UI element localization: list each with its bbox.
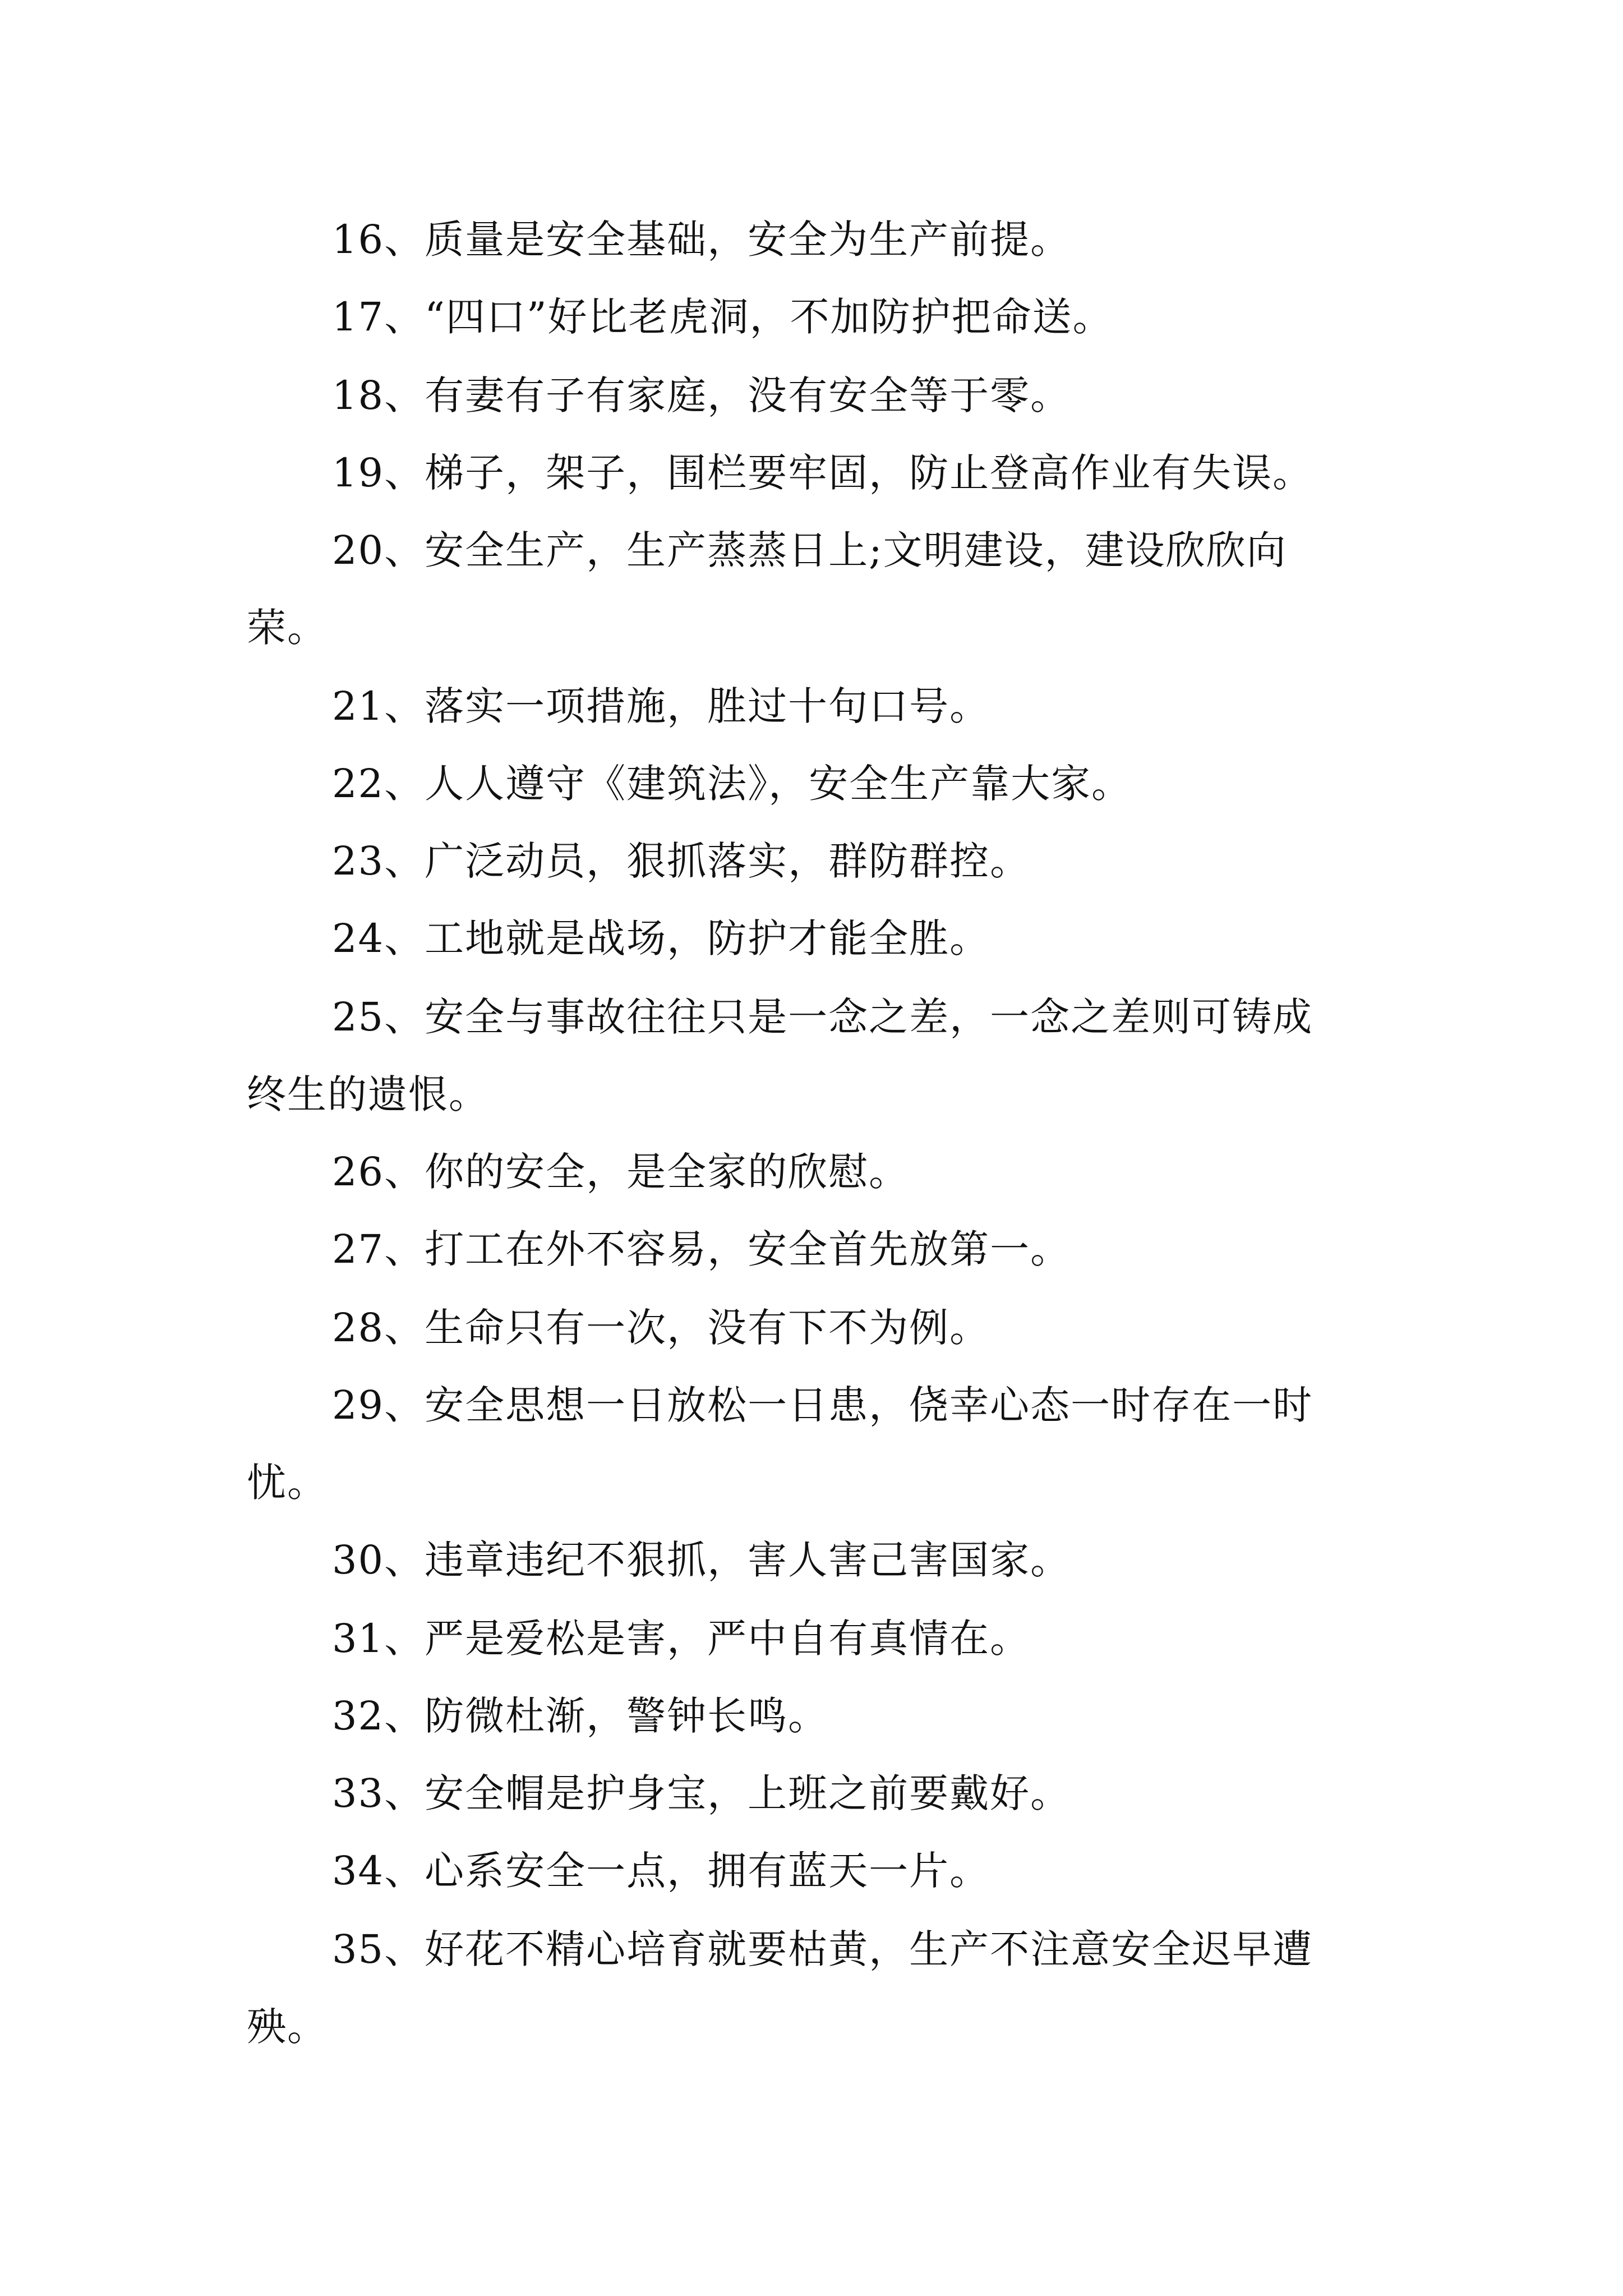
- paragraph-17: 17、“四口”好比老虎洞，不加防护把命送。: [332, 294, 1113, 340]
- paragraph-27: 27、打工在外不容易，安全首先放第一。: [332, 1226, 1071, 1272]
- paragraph-35: 35、好花不精心培育就要枯黄，生产不注意安全迟早遭: [332, 1926, 1313, 1972]
- paragraph-31: 31、严是爱松是害，严中自有真情在。: [332, 1616, 1031, 1662]
- paragraph-35-continuation: 殃。: [247, 2004, 328, 2050]
- paragraph-16: 16、质量是安全基础，安全为生产前提。: [332, 217, 1071, 263]
- paragraph-33: 33、安全帽是护身宝，上班之前要戴好。: [332, 1770, 1071, 1816]
- paragraph-20: 20、安全生产，生产蒸蒸日上;文明建设，建设欣欣向: [332, 527, 1287, 573]
- paragraph-29: 29、安全思想一日放松一日患，侥幸心态一时存在一时: [332, 1382, 1313, 1428]
- paragraph-26: 26、你的安全，是全家的欣慰。: [332, 1149, 910, 1195]
- paragraph-29-continuation: 忧。: [247, 1460, 328, 1506]
- paragraph-28: 28、生命只有一次，没有下不为例。: [332, 1305, 990, 1351]
- paragraph-25: 25、安全与事故往往只是一念之差，一念之差则可铸成: [332, 994, 1313, 1040]
- paragraph-19: 19、梯子，架子，围栏要牢固，防止登高作业有失误。: [332, 450, 1313, 496]
- paragraph-25-continuation: 终生的遗恨。: [247, 1071, 489, 1117]
- paragraph-18: 18、有妻有子有家庭，没有安全等于零。: [332, 372, 1071, 418]
- paragraph-22: 22、人人遵守《建筑法》，安全生产靠大家。: [332, 761, 1132, 807]
- paragraph-21: 21、落实一项措施，胜过十句口号。: [332, 683, 990, 729]
- paragraph-32: 32、防微杜渐，警钟长鸣。: [332, 1693, 829, 1739]
- paragraph-20-continuation: 荣。: [247, 605, 328, 651]
- paragraph-30: 30、违章违纪不狠抓，害人害己害国家。: [332, 1537, 1071, 1583]
- paragraph-23: 23、广泛动员，狠抓落实，群防群控。: [332, 838, 1031, 884]
- paragraph-24: 24、工地就是战场，防护才能全胜。: [332, 915, 990, 961]
- paragraph-34: 34、心系安全一点，拥有蓝天一片。: [332, 1848, 990, 1894]
